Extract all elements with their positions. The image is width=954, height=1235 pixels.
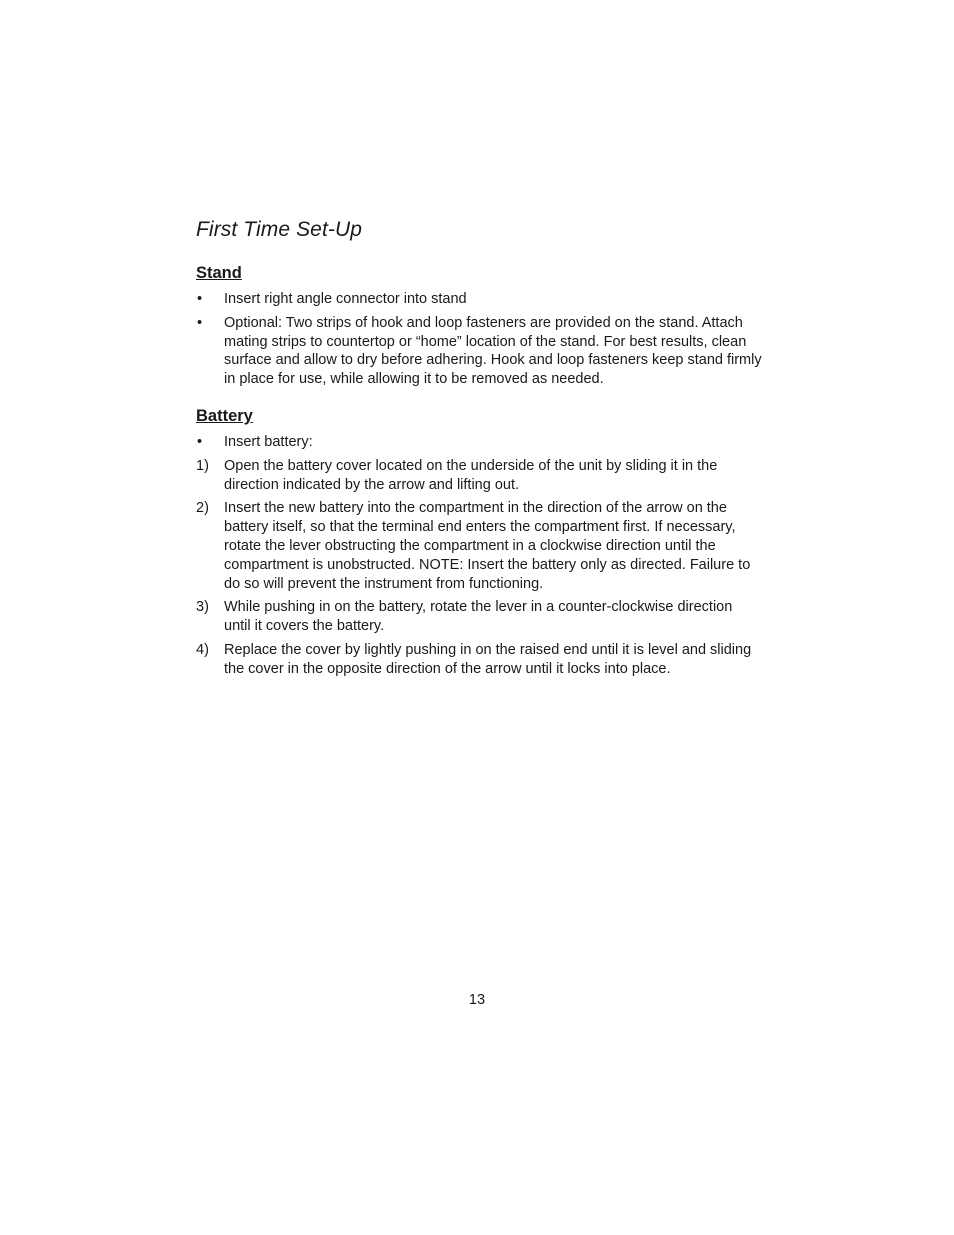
list-item-text: Optional: Two strips of hook and loop fasteners are provided on the stand. Attach mating strips to countertop or “home” location of the stand. For best results, clean surface and allow to dry before adhering. Hook and loop fasteners keep stand firmly in place for use, while allowing it to be removed as needed. bbox=[224, 314, 762, 388]
step-number: 4) bbox=[196, 641, 209, 658]
list-item bbox=[196, 433, 762, 452]
bullet-marker: • bbox=[197, 291, 203, 307]
step-number: 1) bbox=[196, 457, 209, 474]
stand-section bbox=[196, 262, 762, 389]
list-item-text: Replace the cover by lightly pushing in on the raised end until it is level and sliding the cover in the opposite direction of the arrow until it locks into place. bbox=[224, 641, 752, 677]
step-number: 3) bbox=[196, 599, 209, 616]
list-item-text: Insert battery: bbox=[224, 433, 313, 450]
battery-list bbox=[196, 433, 762, 679]
step-number: 2) bbox=[196, 500, 209, 517]
page-number: 13 bbox=[468, 992, 486, 1008]
list-item bbox=[196, 598, 762, 636]
list-item bbox=[196, 641, 762, 679]
list-item-text: Insert right angle connector into stand bbox=[224, 291, 467, 307]
list-item-text: While pushing in on the battery, rotate the lever in a counter-clockwise direction until it covers the battery. bbox=[224, 599, 733, 635]
list-item bbox=[196, 457, 762, 495]
list-item-text: Open the battery cover located on the underside of the unit by sliding it in the direction indicated by the arrow and lifting out. bbox=[224, 457, 718, 493]
page-title: First Time Set-Up bbox=[196, 218, 363, 241]
list-item bbox=[196, 499, 762, 593]
stand-list bbox=[196, 290, 762, 389]
battery-heading: Battery bbox=[196, 406, 253, 425]
list-item-text: Insert the new battery into the compartment in the direction of the arrow on the battery itself, so that the terminal end enters the compartment first. If necessary, rotate the lever obstructing the compartment in a clockwise direction until the compartment is unobstructed. NOTE: Insert the battery only as directed. Failure to do so will prevent the instrument from functioning. bbox=[224, 500, 751, 592]
list-item bbox=[196, 290, 762, 309]
bullet-marker: • bbox=[197, 433, 203, 450]
bullet-marker: • bbox=[197, 314, 203, 331]
list-item bbox=[196, 314, 762, 389]
stand-heading: Stand bbox=[196, 264, 242, 282]
page-content bbox=[196, 216, 762, 684]
battery-section bbox=[196, 405, 762, 679]
